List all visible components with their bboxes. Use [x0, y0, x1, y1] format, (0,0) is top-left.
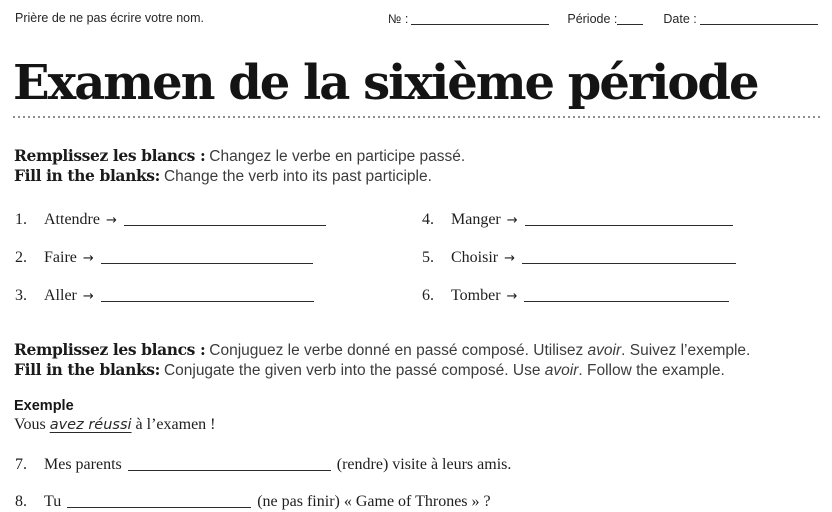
answer-blank-line [67, 496, 251, 508]
item-number: 5. [422, 249, 434, 266]
exercise-item-4 [422, 210, 733, 231]
item-number: 3. [15, 287, 27, 304]
section1-instructions [14, 146, 465, 186]
item-verb: Faire [44, 249, 77, 266]
header-note: Prière de ne pas écrire votre nom. [15, 11, 204, 25]
sentence-pre: Tu [44, 493, 62, 510]
answer-blank-line [524, 290, 729, 302]
item-verb: Choisir [451, 249, 499, 266]
number-blank-line [411, 13, 549, 25]
instruction-en-label: Fill in the blanks: [14, 166, 160, 185]
answer-blank-line [522, 252, 736, 264]
number-label: № : [388, 12, 409, 26]
answer-blank-line [128, 459, 331, 471]
example-heading: Exemple [14, 398, 74, 414]
item-number: 6. [422, 287, 434, 304]
sentence-post: (rendre) visite à leurs amis. [336, 456, 512, 473]
sentence-pre: Mes parents [44, 456, 122, 473]
exercise-item-5 [422, 248, 736, 269]
item-number: 2. [15, 249, 27, 266]
arrow-right-icon: → [506, 289, 518, 304]
exercise-item-8 [15, 492, 491, 512]
instruction-en-text: Change the verb into its past participle. [163, 168, 432, 185]
arrow-right-icon: → [105, 213, 117, 228]
item-verb: Attendre [44, 211, 100, 228]
exercise-item-7 [15, 455, 511, 475]
item-number: 8. [15, 493, 27, 510]
item-verb: Aller [44, 287, 77, 304]
instruction-fr-label: Remplissez les blancs : [14, 146, 206, 165]
example-answer: avez réussi [49, 417, 132, 433]
item-verb: Tomber [451, 287, 501, 304]
sentence-post: (ne pas finir) « Game of Thrones » ? [257, 493, 491, 510]
item-number: 4. [422, 211, 434, 228]
exercise-item-3 [15, 286, 314, 307]
answer-blank-line [101, 290, 314, 302]
date-blank-line [700, 13, 818, 25]
instruction-fr-text: Conjuguez le verbe donné en passé composé. Utilisez avoir. Suivez l’exemple. [209, 342, 751, 359]
period-label: Période : [567, 12, 618, 26]
italic-verb-avoir: avoir [587, 342, 622, 359]
section2-instructions [14, 340, 750, 380]
item-number: 7. [15, 456, 27, 473]
example-pre: Vous [14, 416, 46, 433]
arrow-right-icon: → [82, 251, 94, 266]
instruction-en-text: Conjugate the given verb into the passé composé. Use avoir. Follow the example. [163, 362, 725, 379]
arrow-right-icon: → [504, 251, 516, 266]
period-blank-line [617, 13, 643, 25]
answer-blank-line [124, 214, 326, 226]
instruction-fr-text: Changez le verbe en participe passé. [209, 148, 466, 165]
instruction-fr-label: Remplissez les blancs : [14, 340, 206, 359]
answer-blank-line [101, 252, 313, 264]
italic-verb-avoir: avoir [544, 362, 579, 379]
arrow-right-icon: → [82, 289, 94, 304]
answer-blank-line [525, 214, 733, 226]
example-sentence [14, 416, 216, 434]
page-title: Examen de la sixième période [13, 55, 758, 111]
date-label: Date : [663, 12, 697, 26]
arrow-right-icon: → [506, 213, 518, 228]
exercise-item-6 [422, 286, 729, 307]
instruction-en-label: Fill in the blanks: [14, 360, 160, 379]
exercise-item-1 [15, 210, 326, 231]
example-post: à l’examen ! [135, 416, 216, 433]
header-fields [388, 11, 818, 26]
title-divider [13, 116, 820, 118]
item-number: 1. [15, 211, 27, 228]
exercise-item-2 [15, 248, 313, 269]
item-verb: Manger [451, 211, 501, 228]
